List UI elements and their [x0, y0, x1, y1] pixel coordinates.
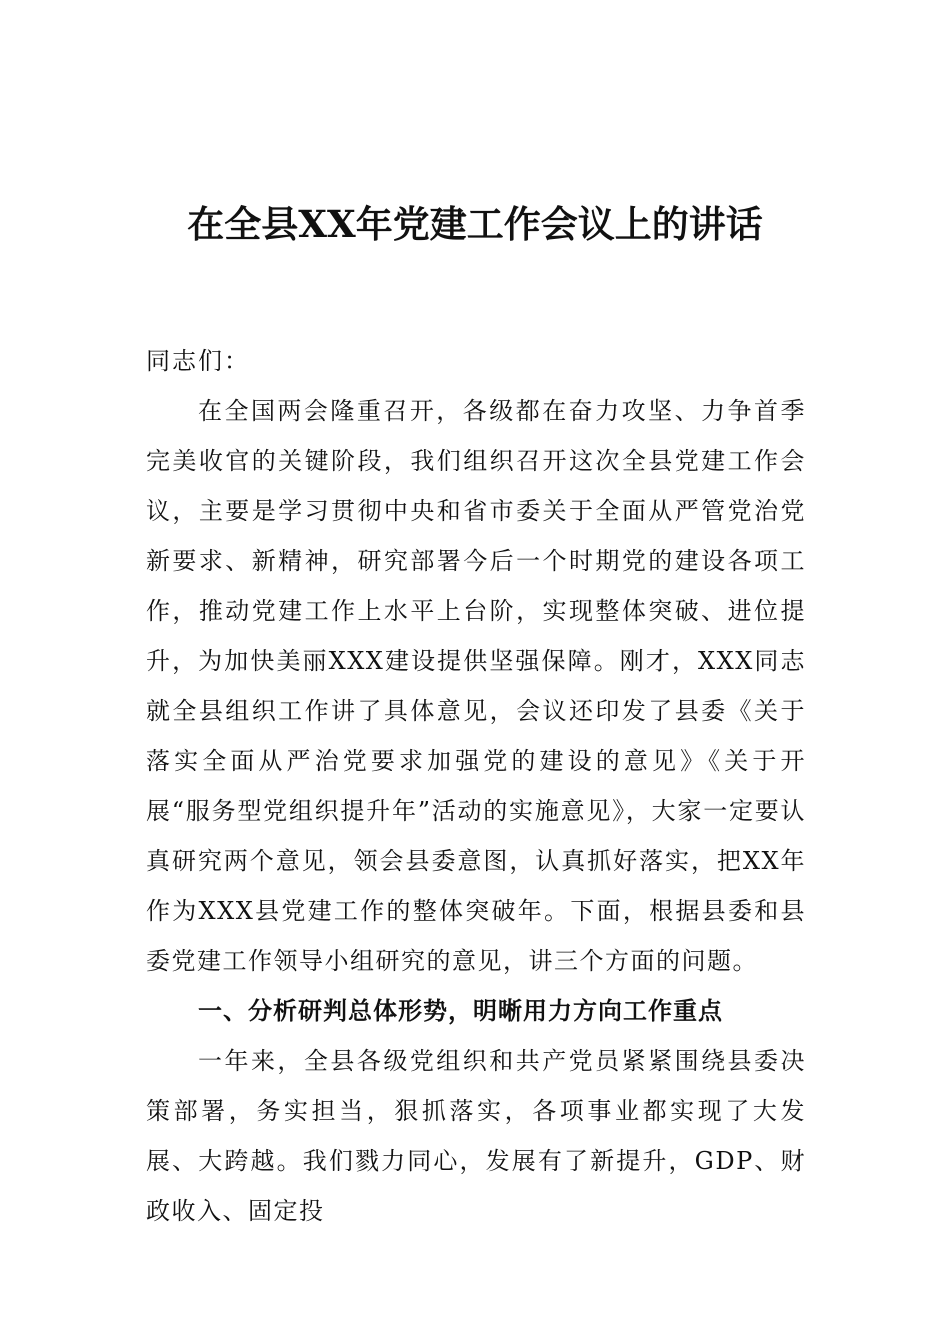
section-paragraph: 一年来，全县各级党组织和共产党员紧紧围绕县委决策部署，务实担当，狠抓落实，各项事业都实现了大发展、大跨越。我们戮力同心，发展有了新提升，GDP、财政收入、固定投 [146, 1047, 806, 1225]
document-title: 在全县XX年党建工作会议上的讲话 [187, 202, 763, 246]
document-body [146, 336, 806, 1236]
section-heading: 一、分析研判总体形势，明晰用力方向工作重点 [198, 997, 723, 1025]
intro-paragraph: 在全国两会隆重召开，各级都在奋力攻坚、力争首季完美收官的关键阶段，我们组织召开这次全县党建工作会议，主要是学习贯彻中央和省市委关于全面从严管党治党新要求、新精神，研究部署今后一个时期党的建设各项工作，推动党建工作上水平上台阶，实现整体突破、进位提升，为加快美丽XXX建设提供坚强保障。刚才，XXX同志就全县组织工作讲了具体意见，会议还印发了县委《关于落实全面从严治党要求加强党的建设的意见》《关于开展“服务型党组织提升年”活动的实施意见》，大家一定要认真研究两个意见，领会县委意图，认真抓好落实，把XX年作为XXX县党建工作的整体突破年。下面，根据县委和县委党建工作领导小组研究的意见，讲三个方面的问题。 [146, 397, 806, 975]
salutation: 同志们： [146, 347, 250, 375]
